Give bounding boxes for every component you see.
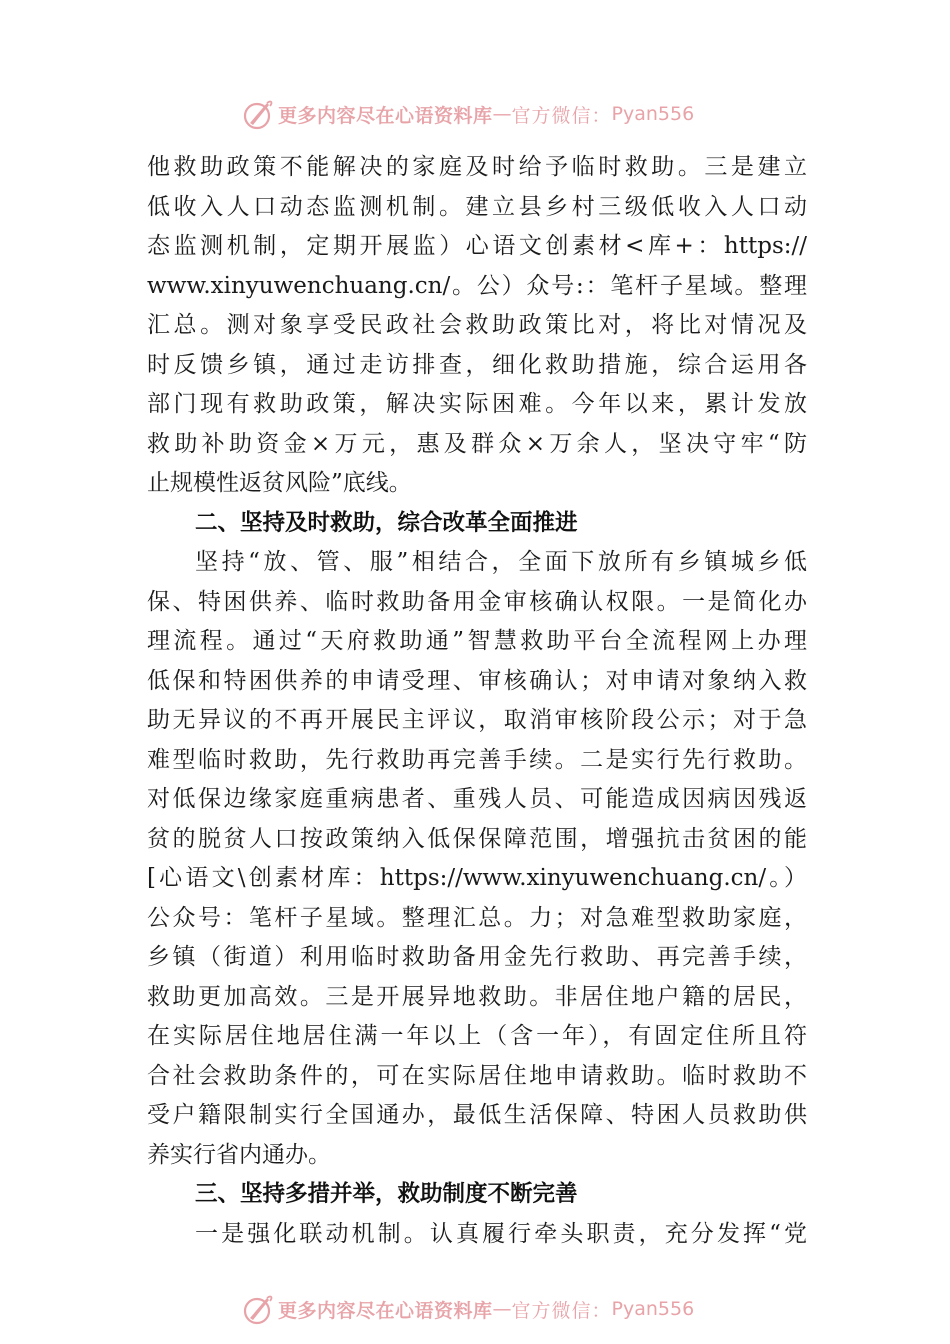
text-line: 贫的脱贫人口按政策纳入低保保障范围，增强抗击贫困的能 (147, 825, 807, 852)
text-line: 保、特困供养、临时救助备用金审核确认权限。一是简化办 (147, 588, 807, 615)
paragraph-2 (147, 543, 807, 1175)
banner-dash: — (492, 103, 512, 125)
banner-sub-text: 官方微信： (511, 104, 612, 127)
text-line: 救助补助资金×万元，惠及群众×万余人，坚决守牢“防 (147, 430, 807, 457)
text-line: 他救助政策不能解决的家庭及时给予临时救助。三是建立 (147, 154, 807, 180)
text-line: 低保和特困供养的申请受理、审核确认；对申请对象纳入救 (147, 667, 807, 694)
text-line: 时反馈乡镇，通过走访排查，细化救助措施，综合运用各 (147, 351, 807, 378)
banner-main-text: 更多内容尽在心语资料库 (278, 104, 493, 127)
text-line: 态监测机制，定期开展监）心语文创素材<库+：https:// (147, 233, 807, 259)
text-line: 合社会救助条件的，可在实际居住地申请救助。临时救助不 (147, 1062, 807, 1089)
text-line: 部门现有救助政策，解决实际困难。今年以来，累计发放 (147, 391, 807, 417)
text-line: 在实际居住地居住满一年以上（含一年），有固定住所且符 (147, 1023, 807, 1049)
banner-dash: — (492, 1298, 512, 1320)
text-line: 坚持“放、管、服”相结合，全面下放所有乡镇城乡低 (195, 549, 807, 575)
banner-main-text: 更多内容尽在心语资料库 (278, 1299, 493, 1322)
paragraph-3 (147, 1215, 807, 1255)
section-heading-3: 三、坚持多措并举，救助制度不断完善 (195, 1181, 578, 1207)
text-line: 汇总。测对象享受民政社会救助政策比对，将比对情况及 (147, 312, 807, 338)
text-line: 受户籍限制实行全国通办，最低生活保障、特困人员救助供 (147, 1102, 807, 1128)
banner-wechat-id: Pyan556 (611, 1298, 695, 1320)
header-watermark-banner (240, 96, 694, 132)
banner-wechat-id: Pyan556 (611, 103, 695, 125)
paragraph-1 (147, 148, 807, 504)
quill-logo-icon (240, 1292, 274, 1326)
text-line: 助无异议的不再开展民主评议，取消审核阶段公示；对于急 (147, 707, 807, 733)
section-heading-2: 二、坚持及时救助，综合改革全面推进 (195, 509, 578, 536)
text-line: 乡镇（街道）利用临时救助备用金先行救助、再完善手续， (147, 944, 807, 970)
text-line: 公众号：笔杆子星域。整理汇总。力；对急难型救助家庭， (147, 904, 807, 931)
text-line: 理流程。通过“天府救助通”智慧救助平台全流程网上办理 (147, 628, 807, 654)
text-line: 一是强化联动机制。认真履行牵头职责，充分发挥“党 (195, 1220, 807, 1247)
text-line: 对低保边缘家庭重病患者、重残人员、可能造成因病因残返 (147, 786, 807, 812)
document-body (147, 148, 807, 1254)
footer-watermark-banner (240, 1291, 694, 1327)
text-line: [心语文\创素材库：https://www.xinyuwenchuang.cn/。） (147, 865, 807, 891)
banner-sub-text: 官方微信： (511, 1299, 612, 1322)
text-line: 养实行省内通办。 (147, 1141, 331, 1168)
quill-logo-icon (240, 97, 274, 131)
text-line: 止规模性返贫风险”底线。 (147, 470, 412, 496)
text-line: 救助更加高效。三是开展异地救助。非居住地户籍的居民， (147, 983, 807, 1010)
text-line: www.xinyuwenchuang.cn/。公）众号:：笔杆子星域。整理 (147, 272, 807, 299)
text-line: 难型临时救助，先行救助再完善手续。二是实行先行救助。 (147, 746, 807, 773)
text-line: 低收入人口动态监测机制。建立县乡村三级低收入人口动 (147, 193, 807, 220)
